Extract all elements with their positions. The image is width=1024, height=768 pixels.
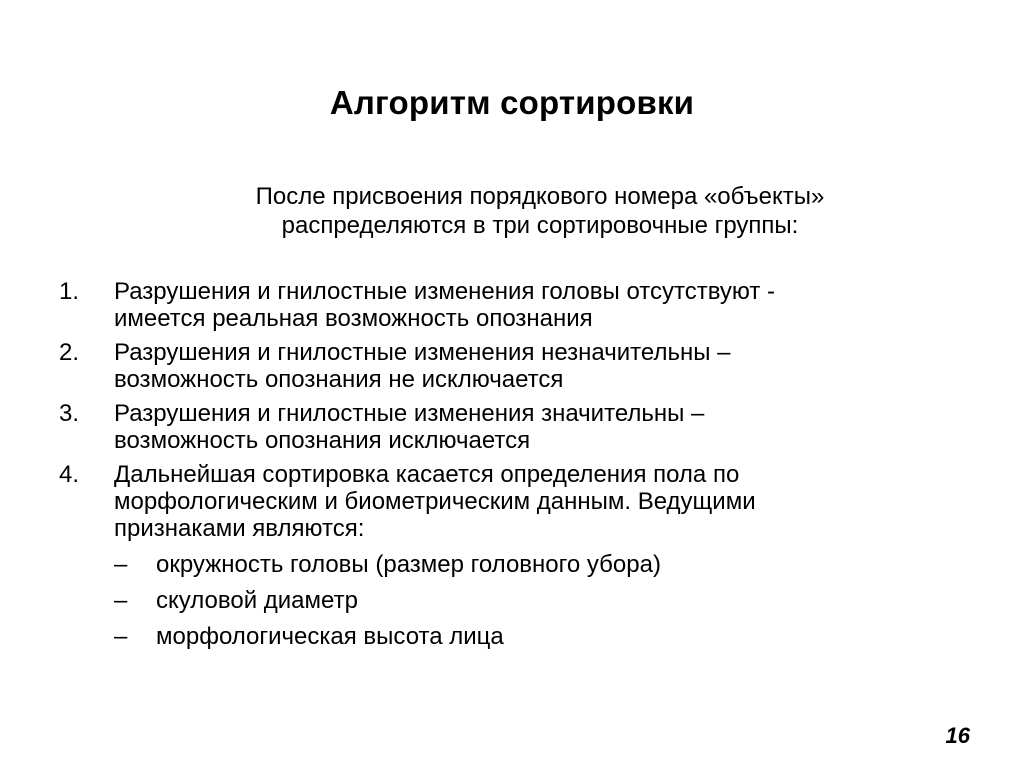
sub-list-item	[114, 623, 960, 650]
sub-list-item-text: скуловой диаметр	[156, 587, 358, 614]
list-item-line: признаками являются:	[114, 515, 365, 542]
list-item-line: возможность опознания исключается	[114, 427, 531, 454]
list-item-line: морфологическим и биометрическим данным. Ведущими	[114, 488, 756, 515]
list-item	[0, 278, 960, 332]
dash-bullet: –	[114, 623, 128, 650]
sorting-groups-list	[0, 278, 960, 659]
sub-list-item	[114, 551, 960, 578]
list-item-text	[114, 278, 960, 332]
list-item	[0, 400, 960, 454]
intro-line: распределяются в три сортировочные группы:	[281, 212, 799, 239]
sub-list-item-text: окружность головы (размер головного убора)	[156, 551, 661, 578]
sub-list-item	[114, 587, 960, 614]
list-item-number: 1.	[59, 278, 80, 305]
list-item-number: 3.	[59, 400, 80, 427]
list-item-line: возможность опознания не исключается	[114, 366, 564, 393]
sub-list-item-text: морфологическая высота лица	[156, 623, 504, 650]
dash-bullet: –	[114, 551, 128, 578]
list-item-number: 2.	[59, 339, 80, 366]
page-number: 16	[945, 723, 970, 748]
list-item-text	[114, 400, 960, 454]
list-item-number: 4.	[59, 461, 80, 488]
list-item-text	[114, 461, 960, 542]
list-item-line: Дальнейшая сортировка касается определения пола по	[114, 461, 740, 488]
intro-text	[180, 182, 900, 240]
list-item-text	[114, 339, 960, 393]
list-item	[0, 461, 960, 650]
intro-line: После присвоения порядкового номера «объекты»	[255, 183, 825, 210]
list-item-line: Разрушения и гнилостные изменения значительны –	[114, 400, 705, 427]
list-item	[0, 339, 960, 393]
slide-title: Алгоритм сортировки	[329, 84, 695, 121]
list-item-line: Разрушения и гнилостные изменения головы отсутствуют -	[114, 278, 776, 305]
sub-list	[114, 551, 960, 650]
list-item-line: Разрушения и гнилостные изменения незначительны –	[114, 339, 731, 366]
list-item-line: имеется реальная возможность опознания	[114, 305, 593, 332]
dash-bullet: –	[114, 587, 128, 614]
